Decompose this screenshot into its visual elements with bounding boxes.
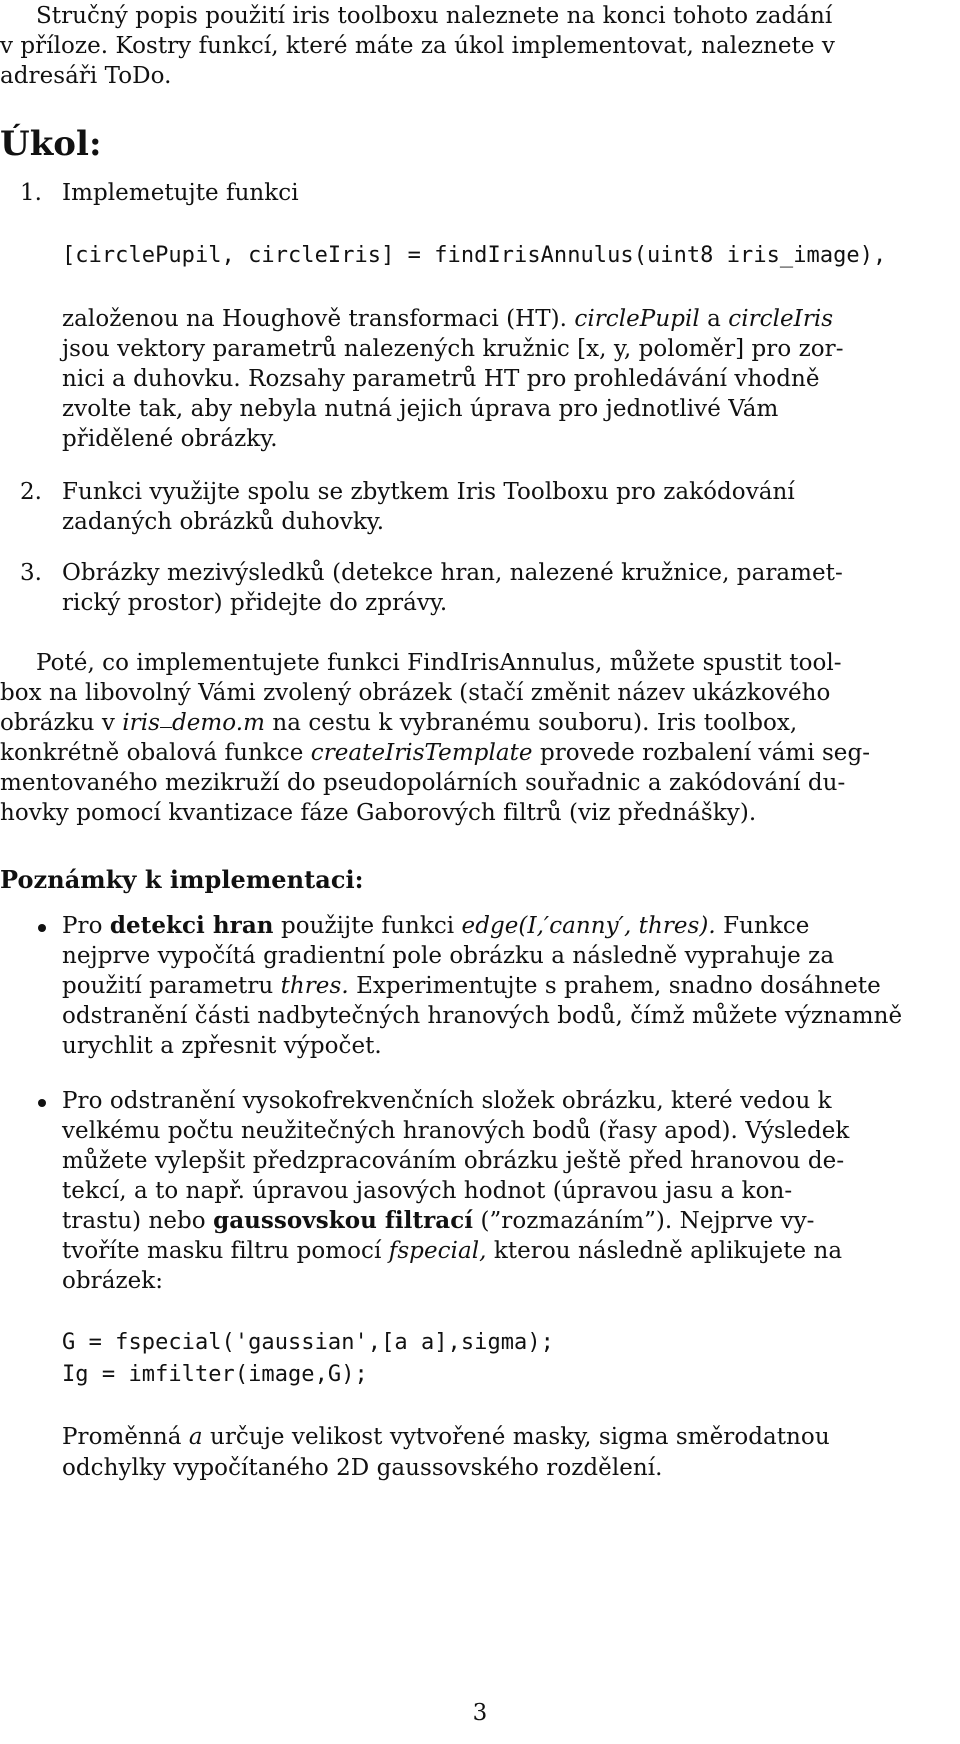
task-3-line-1: Obrázky mezivýsledků (detekce hran, nalezené kružnice, paramet-: [62, 560, 843, 586]
bullet-icon: [38, 1099, 46, 1107]
variable-a-term: a: [188, 1424, 203, 1450]
task-1-desc-line-1: [62, 303, 833, 335]
bullet-2-line-3: můžete vylepšit předzpracováním obrázku ještě před hranovou de-: [62, 1148, 845, 1174]
bullet-text: použití parametru: [62, 973, 274, 999]
bullet-icon: [38, 924, 46, 932]
task-1-desc-line-5: přidělené obrázky.: [62, 426, 278, 452]
bullet-1-line-5: urychlit a zpřesnit výpočet.: [62, 1033, 382, 1059]
page-number: 3: [472, 1700, 488, 1726]
paragraph-line-6: hovky pomocí kvantizace fáze Gaborových filtrů (viz přednášky).: [0, 800, 757, 826]
task-heading: Úkol:: [0, 124, 102, 164]
notes-heading: Poznámky k implementaci:: [0, 865, 364, 894]
task-2-number: 2.: [20, 479, 42, 505]
paragraph-text: konkrétně obalová funkce: [0, 740, 304, 766]
bullet-1-line-3: [62, 970, 881, 1002]
task-1-signature-code: [circlePupil, circleIris] = findIrisAnnulus(uint8 iris_image),: [62, 243, 887, 268]
closing-text: určuje velikost vytvořené masky, sigma směrodatnou: [210, 1424, 830, 1450]
bullet-1-line-4: odstranění části nadbytečných hranových bodů, čímž můžete významně: [62, 1003, 903, 1029]
task-1-desc-text: založenou na Houghově transformaci (HT).: [62, 306, 568, 332]
closing-line-2: odchylky vypočítaného 2D gaussovského rozdělení.: [62, 1455, 663, 1481]
bullet-text: trastu) nebo: [62, 1208, 206, 1234]
bullet-text: tvoříte masku filtru pomocí: [62, 1238, 382, 1264]
filename-part-2: demo.m: [172, 710, 266, 736]
code-line-1: G = fspecial('gaussian',[a a],sigma);: [62, 1330, 554, 1355]
gaussian-filter-term: gaussovskou filtrací: [213, 1207, 474, 1234]
conjunction: a: [707, 306, 721, 332]
thres-term: thres.: [280, 973, 349, 999]
bullet-text: Funkce: [723, 913, 810, 939]
code-line-2: Ig = imfilter(image,G);: [62, 1362, 368, 1387]
paragraph-text: na cestu k vybranému souboru). Iris toolbox,: [272, 710, 798, 736]
task-3-line-2: rický prostor) přidejte do zprávy.: [62, 590, 448, 616]
bullet-1-line-1: [62, 910, 809, 942]
closing-text: Proměnná: [62, 1424, 182, 1450]
task-1-title: Implemetujte funkci: [62, 180, 299, 206]
task-1-desc-line-4: zvolte tak, aby nebyla nutná jejich úprava pro jednotlivé Vám: [62, 396, 779, 422]
bullet-text: použijte funkci: [280, 913, 455, 939]
intro-line-1: Stručný popis použití iris toolboxu naleznete na konci tohoto zadání: [36, 3, 833, 29]
bullet-text: (”rozmazáním”). Nejprve vy-: [480, 1208, 815, 1234]
bullet-1-line-2: nejprve vypočítá gradientní pole obrázku a následně vyprahuje za: [62, 943, 835, 969]
bullet-text: Experimentujte s prahem, snadno dosáhnete: [356, 973, 881, 999]
task-1-desc-line-2: jsou vektory parametrů nalezených kružnic [x, y, poloměr] pro zor-: [62, 336, 844, 362]
paragraph-line-1: Poté, co implementujete funkci FindIrisAnnulus, můžete spustit tool-: [36, 650, 842, 676]
paragraph-line-4: [0, 737, 870, 769]
task-2-line-2: zadaných obrázků duhovky.: [62, 509, 385, 535]
bullet-2-line-4: tekcí, a to např. úpravou jasových hodnot (úpravou jasu a kon-: [62, 1178, 793, 1204]
paragraph-text: provede rozbalení vámi seg-: [539, 740, 871, 766]
bullet-2-line-1: Pro odstranění vysokofrekvenčních složek obrázku, které vedou k: [62, 1088, 832, 1114]
bullet-2-line-7: obrázek:: [62, 1268, 164, 1294]
bullet-text: Pro: [62, 913, 103, 939]
bullet-2-line-6: [62, 1235, 842, 1267]
intro-line-3: adresáři ToDo.: [0, 63, 172, 89]
paragraph-line-2: box na libovolný Vámi zvolený obrázek (stačí změnit název ukázkového: [0, 680, 831, 706]
task-2-line-1: Funkci využijte spolu se zbytkem Iris Toolboxu pro zakódování: [62, 479, 795, 505]
edge-detection-term: detekci hran: [109, 912, 274, 939]
closing-line-1: [62, 1421, 830, 1453]
paragraph-text: obrázku v: [0, 710, 115, 736]
bullet-text: kterou následně aplikujete na: [493, 1238, 843, 1264]
bullet-2-line-5: [62, 1205, 814, 1237]
task-1-desc-line-3: nici a duhovku. Rozsahy parametrů HT pro prohledávání vhodně: [62, 366, 820, 392]
circle-pupil-term: circlePupil: [574, 306, 700, 332]
fspecial-term: fspecial,: [388, 1238, 487, 1264]
circle-iris-term: circleIris: [728, 306, 834, 332]
paragraph-line-5: mentovaného mezikruží do pseudopolárních souřadnic a zakódování du-: [0, 770, 846, 796]
filename-part-1: iris: [122, 710, 160, 736]
iris-demo-filename: [122, 710, 265, 736]
bullet-2-line-2: velkému počtu neužitečných hranových bodů (řasy apod). Výsledek: [62, 1118, 850, 1144]
task-1-number: 1.: [20, 180, 42, 206]
paragraph-line-3: [0, 707, 797, 739]
task-3-number: 3.: [20, 560, 42, 586]
intro-line-2: v příloze. Kostry funkcí, které máte za úkol implementovat, naleznete v: [0, 33, 835, 59]
create-iris-template-term: createIrisTemplate: [310, 740, 533, 766]
edge-function-formula: edge(I,′canny′, thres).: [461, 913, 716, 939]
